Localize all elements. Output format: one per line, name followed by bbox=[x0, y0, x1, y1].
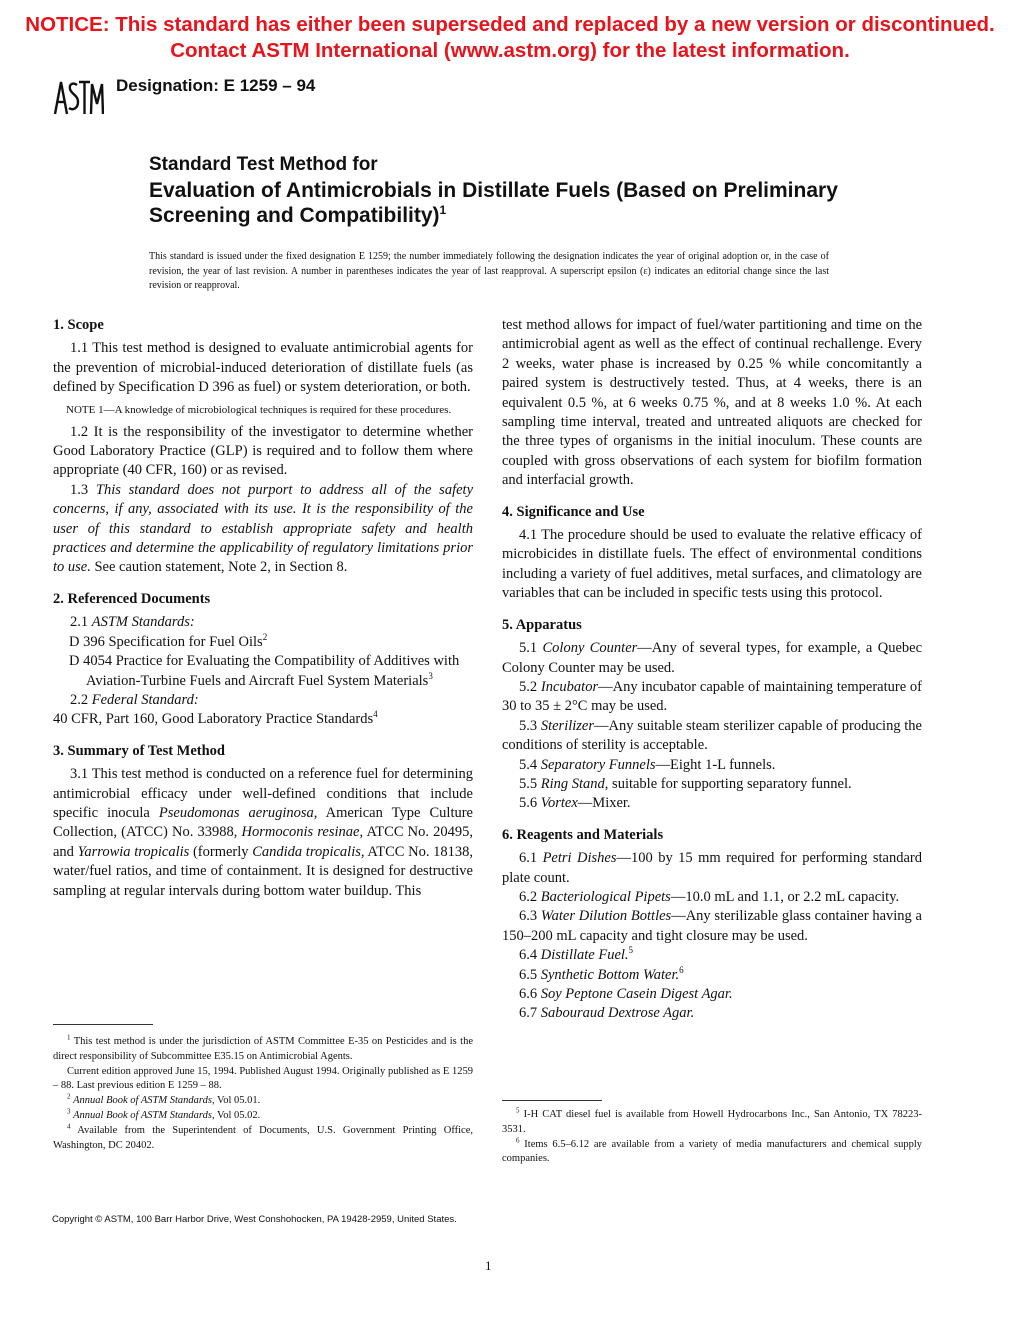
designation: Designation: E 1259 – 94 bbox=[116, 76, 316, 95]
apparatus-item bbox=[502, 678, 922, 717]
item-text: —Any suitable steam sterilizer capable of producing the conditions of sterility is acceptable. bbox=[502, 717, 922, 754]
apparatus-item bbox=[502, 756, 922, 775]
footnote-text: , Vol 05.02. bbox=[211, 1109, 261, 1121]
footnote-rule-left bbox=[53, 1024, 153, 1025]
item-name: Separatory Funnels bbox=[540, 756, 656, 773]
para-4-1: 4.1 The procedure should be used to evaluate the relative efficacy of microbicides in distillate fuels. The effect of environmental conditions including a variety of fuel additives, metal surfaces, and climatology are variables that can be included in specific tests using this protocol. bbox=[502, 527, 922, 602]
footnote-mark: 1 bbox=[67, 1033, 71, 1042]
right-column bbox=[502, 316, 922, 1024]
footnote-mark: 2 bbox=[67, 1092, 71, 1101]
ref-d4054-fn: 3 bbox=[428, 670, 433, 681]
item-name: Sabouraud Dextrose Agar. bbox=[540, 1005, 695, 1022]
footnotes-left bbox=[53, 1035, 473, 1153]
item-footnote-mark: 5 bbox=[628, 945, 634, 956]
item-text: —Any incubator capable of maintaining temperature of 30 to 35 ± 2°C may be used. bbox=[502, 678, 922, 715]
item-footnote-mark: 6 bbox=[679, 964, 684, 975]
left-column bbox=[53, 316, 473, 901]
item-name: Soy Peptone Casein Digest Agar. bbox=[540, 986, 733, 1002]
section-1-heading: 1. Scope bbox=[53, 317, 104, 333]
item-name: Ring Stand bbox=[540, 775, 605, 792]
apparatus-item bbox=[502, 639, 922, 678]
para-3-1-t4: (formerly bbox=[189, 843, 253, 860]
apparatus-item bbox=[502, 775, 922, 794]
item-text: —Any of several types, for example, a Quebec Colony Counter may be used. bbox=[502, 640, 923, 676]
footnote-text: I-H CAT diesel fuel is available from Howell Hydrocarbons Inc., San Antonio, TX 78223-3531. bbox=[502, 1109, 923, 1135]
item-name: Water Dilution Bottles bbox=[540, 908, 672, 925]
footnote-italic: Annual Book of ASTM Standards bbox=[73, 1095, 212, 1107]
footnotes-right bbox=[502, 1108, 922, 1167]
item-num: 5.4 bbox=[519, 756, 541, 773]
ref-2-1-label: ASTM Standards: bbox=[91, 614, 195, 631]
note-1: NOTE 1—A knowledge of microbiological techniques is required for these procedures. bbox=[66, 403, 452, 416]
item-num: 6.6 bbox=[519, 986, 541, 1002]
ref-2-1-num: 2.1 bbox=[70, 614, 92, 631]
footnote-rule-right bbox=[502, 1100, 602, 1101]
item-name: Distillate Fuel. bbox=[540, 947, 629, 964]
item-num: 6.1 bbox=[519, 850, 543, 867]
footnote-1 bbox=[53, 1035, 473, 1065]
item-text: —Mixer. bbox=[577, 795, 631, 812]
para-1-2: 1.2 It is the responsibility of the investigator to determine whether Good Laboratory Practice (GLP) is required and to follow them where appropriate (40 CFR, 160) or as revised. bbox=[53, 423, 473, 479]
para-3-1-continued: test method allows for impact of fuel/water partitioning and time on the antimicrobial agent as well as the effect of continual rechallenge. Every 2 weeks, water phase is increased by 0.25 % while concomitantly a paired system is destructively tested. Thus, at 4 weeks, there is an equivalent 0.5 %, at 6 weeks 0.75 %, and at 8 weeks 1.0 %. At each sampling time interval, treated and untreated aliquots are checked for the three types of organisms in the initial inoculum. These counts are coupled with gross observations of each system for biofilm formation and interfacial growth. bbox=[502, 317, 922, 489]
item-text: —100 by 15 mm required for performing standard plate count. bbox=[502, 850, 923, 886]
astm-logo-icon bbox=[52, 78, 104, 118]
footnote-3 bbox=[53, 1109, 473, 1124]
footnote-text: , Vol 05.01. bbox=[211, 1095, 261, 1107]
para-3-1 bbox=[53, 765, 473, 901]
item-name: Vortex bbox=[540, 795, 578, 812]
para-1-3-rest: See caution statement, Note 2, in Section 8. bbox=[90, 559, 348, 576]
para-1-3 bbox=[53, 481, 473, 578]
ref-2-2-num: 2.2 bbox=[70, 691, 92, 708]
reagent-item bbox=[502, 946, 922, 965]
section-6-heading: 6. Reagents and Materials bbox=[502, 826, 664, 843]
para-3-1-t2: , American Type Culture Collection, (ATCC) No. 33988, bbox=[53, 804, 473, 841]
item-name: Sterilizer bbox=[540, 717, 595, 734]
footnote-text: This test method is under the jurisdiction of ASTM Committee E-35 on Pesticides and is the direct responsibility of Subcommittee E35.15 on Antimicrobial Agents. bbox=[53, 1036, 473, 1062]
section-5-heading: 5. Apparatus bbox=[502, 616, 582, 633]
item-num: 5.2 bbox=[519, 678, 541, 695]
ref-2-1 bbox=[53, 613, 473, 632]
reagent-item bbox=[502, 849, 922, 888]
section-3-heading: 3. Summary of Test Method bbox=[53, 742, 225, 759]
apparatus-list bbox=[502, 639, 922, 814]
ref-cfr-fn: 4 bbox=[373, 709, 378, 720]
section-2-heading: 2. Referenced Documents bbox=[53, 590, 211, 607]
footnote-text: Available from the Superintendent of Documents, U.S. Government Printing Office, Washington, DC 20402. bbox=[53, 1124, 473, 1151]
item-name: Bacteriological Pipets bbox=[540, 888, 671, 905]
title-main bbox=[149, 178, 849, 228]
item-num: 5.5 bbox=[519, 775, 541, 792]
ref-cfr bbox=[53, 710, 473, 729]
item-num: 5.3 bbox=[519, 717, 541, 734]
apparatus-item bbox=[502, 794, 922, 813]
item-name: Incubator bbox=[540, 678, 599, 695]
para-1-1: 1.1 This test method is designed to evaluate antimicrobial agents for the prevention of microbial-induced deterioration of distillate fuels (as defined by Specification D 396 as fuel) or system deterioration, or both. bbox=[53, 340, 473, 396]
ref-2-2-label: Federal Standard: bbox=[91, 691, 199, 708]
item-num: 6.7 bbox=[519, 1005, 541, 1022]
apparatus-item bbox=[502, 717, 922, 756]
para-3-1-t5: , ATCC No. 18138, water/fuel ratios, and time of containment. It is designed for destructive sampling at regular intervals during bottom water buildup. This bbox=[53, 843, 473, 899]
reagent-item bbox=[502, 1004, 922, 1023]
copyright: Copyright © ASTM, 100 Barr Harbor Drive, West Conshohocken, PA 19428-2959, United States. bbox=[52, 1214, 457, 1225]
footnote-mark: 5 bbox=[516, 1106, 520, 1115]
item-num: 6.2 bbox=[519, 888, 541, 905]
item-num: 5.1 bbox=[519, 640, 543, 657]
organism-yarrowia: Yarrowia tropicalis bbox=[77, 843, 190, 860]
organism-pseudomonas: Pseudomonas aeruginosa bbox=[158, 804, 314, 821]
footnote-2 bbox=[53, 1094, 473, 1109]
reagents-list bbox=[502, 849, 922, 1024]
ref-d4054 bbox=[53, 652, 473, 691]
para-1-3-italic: This standard does not purport to address all of the safety concerns, if any, associated with its use. It is the responsibility of the user of this standard to establish appropriate safety and health practices and determine the applicability of regulatory limitations prior to use. bbox=[53, 481, 474, 576]
para-1-3-num: 1.3 bbox=[70, 481, 96, 498]
footnote-mark: 3 bbox=[67, 1107, 71, 1116]
item-name: Synthetic Bottom Water. bbox=[540, 966, 680, 983]
item-num: 5.6 bbox=[519, 795, 541, 812]
footnote-1b: Current edition approved June 15, 1994. Published August 1994. Originally published as E 1259 – 88. Last previous edition E 1259 – 88. bbox=[53, 1065, 473, 1092]
footnote-6 bbox=[502, 1138, 922, 1168]
item-text: , suitable for supporting separatory funnel. bbox=[604, 775, 852, 792]
item-name: Petri Dishes bbox=[542, 850, 617, 867]
footnote-text: Items 6.5–6.12 are available from a variety of media manufacturers and chemical supply companies. bbox=[502, 1138, 923, 1165]
title-line-2: Evaluation of Antimicrobials in Distillate Fuels (Based on Preliminary Screening and Compatibility) bbox=[149, 179, 838, 227]
reagent-item bbox=[502, 907, 922, 946]
organism-candida: Candida tropicalis bbox=[252, 843, 361, 860]
para-3-1-t3: , ATCC No. 20495, and bbox=[53, 824, 473, 860]
item-text: —Any sterilizable glass container having a 150–200 mL capacity and tight closure may be used. bbox=[502, 908, 922, 944]
reagent-item bbox=[502, 966, 922, 985]
footnote-5 bbox=[502, 1108, 922, 1138]
ref-d396-text: D 396 Specification for Fuel Oils bbox=[69, 633, 263, 650]
ref-d4054-text: D 4054 Practice for Evaluating the Compatibility of Additives with Aviation-Turbine Fuels and Aircraft Fuel System Materials bbox=[69, 653, 460, 689]
ref-d396-fn: 2 bbox=[262, 631, 268, 642]
ref-cfr-text: 40 CFR, Part 160, Good Laboratory Practice Standards bbox=[53, 711, 374, 728]
section-4-heading: 4. Significance and Use bbox=[502, 503, 645, 520]
title-footnote-mark: 1 bbox=[439, 203, 447, 217]
item-num: 6.3 bbox=[519, 908, 541, 925]
notice-line-1: NOTICE: This standard has either been superseded and replaced by a new version or discontinued. bbox=[25, 13, 995, 36]
page-number: 1 bbox=[485, 1258, 492, 1273]
item-num: 6.5 bbox=[519, 966, 541, 983]
item-num: 6.4 bbox=[519, 947, 541, 964]
item-name: Colony Counter bbox=[542, 640, 638, 657]
notice-banner bbox=[0, 12, 1020, 64]
reagent-item bbox=[502, 888, 922, 907]
title-line-1: Standard Test Method for bbox=[149, 154, 378, 175]
issued-note: This standard is issued under the fixed designation E 1259; the number immediately following the designation indicates the year of original adoption or, in the case of revision, the year of last revision. A number in parentheses indicates the year of last reapproval. A superscript epsilon (ε) indicates an editorial change since the last revision or reapproval. bbox=[149, 251, 829, 291]
para-3-1-t1: 3.1 This test method is conducted on a reference fuel for determining antimicrobial efficacy under well-defined conditions that include specific inocula bbox=[53, 766, 473, 821]
footnote-italic: Annual Book of ASTM Standards bbox=[73, 1109, 212, 1121]
reagent-item bbox=[502, 985, 922, 1004]
notice-line-2: Contact ASTM International (www.astm.org) for the latest information. bbox=[170, 39, 850, 62]
footnote-4 bbox=[53, 1124, 473, 1154]
item-text: —Eight 1-L funnels. bbox=[655, 756, 776, 773]
footnote-mark: 6 bbox=[516, 1136, 520, 1145]
item-text: —10.0 mL and 1.1, or 2.2 mL capacity. bbox=[670, 888, 900, 905]
ref-d396 bbox=[53, 633, 473, 652]
organism-hormoconis: Hormoconis resinae bbox=[241, 824, 360, 841]
ref-2-2 bbox=[53, 691, 473, 710]
footnote-mark: 4 bbox=[67, 1122, 71, 1131]
